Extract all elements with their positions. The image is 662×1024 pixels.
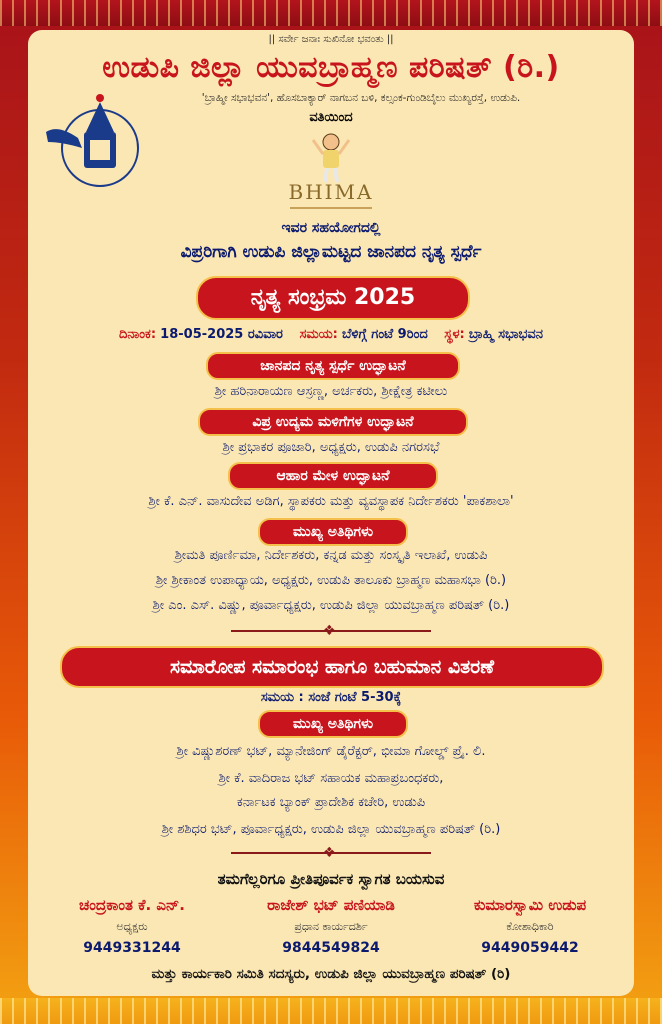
mascot-figure-icon — [311, 132, 351, 184]
blessing-line: || ಸರ್ವೇ ಜನಾಃ ಸುಖಿನೋ ಭವಂತು || — [268, 34, 394, 45]
section-title-food-fair-inauguration: ಆಹಾರ ಮೇಳ ಉದ್ಘಾಟನೆ — [228, 462, 438, 490]
organization-title: ಉಡುಪಿ ಜಿಲ್ಲಾ ಯುವಬ್ರಾಹ್ಮಣ ಪರಿಷತ್ (ರಿ.) — [102, 50, 560, 85]
closing-guest-line: ಶ್ರೀ ಶಶಿಧರ ಭಟ್, ಪೂರ್ವಾಧ್ಯಕ್ಷರು, ಉಡುಪಿ ಜಿಲ್ಲಾ ಯುವಬ್ರಾಹ್ಮಣ ಪರಿಷತ್ (ರಿ.) — [161, 822, 501, 837]
host-phone: 9449331244 — [83, 940, 181, 956]
chief-guest-line: ಶ್ರೀ ಶ್ರೀಕಾಂತ ಉಪಾಧ್ಯಾಯ, ಅಧ್ಯಕ್ಷರು, ಉಡುಪಿ ತಾಲೂಕು ಬ್ರಾಹ್ಮಣ ಮಹಾಸಭಾ (ರಿ.) — [155, 573, 507, 588]
decorative-top-border — [0, 0, 662, 26]
host-name: ಚಂದ್ರಕಾಂತ ಕೆ. ಎನ್. — [79, 896, 185, 914]
event-details-line — [28, 327, 634, 342]
section-title-chief-guests: ಮುಖ್ಯ ಅತಿಥಿಗಳು — [258, 518, 408, 546]
welcome-line: ತಮಗೆಲ್ಲರಿಗೂ ಪ್ರೀತಿಪೂರ್ವಕ ಸ್ವಾಗತ ಬಯಸುವ — [217, 870, 445, 888]
closing-time: ಸಮಯ : ಸಂಜೆ ಗಂಟೆ 5-30ಕ್ಕೆ — [260, 690, 402, 705]
by-label: ವತಿಯಿಂದ — [309, 110, 353, 125]
sponsor-logo: BHIMA — [288, 180, 374, 204]
chief-guest-line: ಶ್ರೀ ಎಂ. ಎಸ್. ವಿಷ್ಣು, ಪೂರ್ವಾಧ್ಯಕ್ಷರು, ಉಡುಪಿ ಜಿಲ್ಲಾ ಯುವಬ್ರಾಹ್ಮಣ ಪರಿಷತ್ (ರಿ.) — [152, 598, 510, 613]
closing-guest-line: ಕರ್ನಾಟಕ ಬ್ಯಾಂಕ್ ಪ್ರಾದೇಶಿಕ ಕಚೇರಿ, ಉಡುಪಿ — [236, 795, 426, 810]
host-role: ಪ್ರಧಾನ ಕಾರ್ಯದರ್ಶಿ — [294, 920, 368, 933]
closing-chief-guests-title: ಮುಖ್ಯ ಅತಿಥಿಗಳು — [258, 710, 408, 738]
place-label: ಸ್ಥಳ: — [444, 327, 465, 342]
closing-guest-line: ಶ್ರೀ ವಿಷ್ಣುಶರಣ್ ಭಟ್, ಮ್ಯಾನೇಜಿಂಗ್ ಡೈರೆಕ್ಟರ್, ಭೀಮಾ ಗೋಲ್ಡ್ ಪ್ರೈ. ಲಿ. — [176, 744, 486, 759]
host-name: ಕುಮಾರಸ್ವಾಮಿ ಉಡುಪ — [473, 896, 587, 914]
section-title-stalls-inauguration: ವಿಪ್ರ ಉದ್ಯಮ ಮಳಿಗೆಗಳ ಉದ್ಘಾಟನೆ — [198, 408, 468, 436]
date-value: 18-05-2025 ರವಿವಾರ — [160, 327, 283, 342]
sponsor-underline — [290, 207, 372, 209]
host-role: ಅಧ್ಯಕ್ಷರು — [116, 920, 148, 933]
ornamental-divider: ❖ — [231, 852, 431, 854]
event-title-banner: ನೃತ್ಯ ಸಂಭ್ರಮ 2025 — [196, 276, 470, 320]
host-phone: 9449059442 — [481, 940, 579, 956]
section-line-folk-dance: ಶ್ರೀ ಹರಿನಾರಾಯಣ ಆಸ್ರಣ್ಣ, ಅರ್ಚಕರು, ಶ್ರೀಕ್ಷೇತ್ರ ಕಟೀಲು — [214, 384, 448, 399]
section-line-food-fair: ಶ್ರೀ ಕೆ. ಎನ್. ವಾಸುದೇವ ಅಡಿಗ, ಸ್ಥಾಪಕರು ಮತ್ತು ವ್ಯವಸ್ಥಾಪಕ ನಿರ್ದೇಶಕರು 'ಪಾಕಶಾಲಾ' — [148, 494, 514, 509]
competition-title: ವಿಪ್ರರಿಗಾಗಿ ಉಡುಪಿ ಜಿಲ್ಲಾಮಟ್ಟದ ಜಾನಪದ ನೃತ್ಯ ಸ್ಪರ್ಧೆ — [180, 242, 482, 262]
host-name: ರಾಜೇಶ್ ಭಟ್ ಪಣಿಯಾಡಿ — [267, 896, 395, 914]
time-value: ಬೆಳಿಗ್ಗೆ ಗಂಟೆ 9ರಿಂದ — [342, 327, 428, 342]
host-phone: 9844549824 — [282, 940, 380, 956]
cooperation-line: ಇವರ ಸಹಯೋಗದಲ್ಲಿ — [281, 220, 381, 236]
time-label: ಸಮಯ: — [299, 327, 338, 342]
host-role: ಕೋಶಾಧಿಕಾರಿ — [506, 920, 554, 933]
footer-committee-line: ಮತ್ತು ಕಾರ್ಯಕಾರಿ ಸಮಿತಿ ಸದಸ್ಯರು, ಉಡುಪಿ ಜಿಲ್ಲಾ ಯುವಬ್ರಾಹ್ಮಣ ಪರಿಷತ್ (ರಿ) — [151, 966, 511, 982]
ornamental-divider: ❖ — [231, 630, 431, 632]
decorative-bottom-border — [0, 998, 662, 1024]
closing-guest-line: ಶ್ರೀ ಕೆ. ವಾದಿರಾಜ ಭಟ್ ಸಹಾಯಕ ಮಹಾಪ್ರಬಂಧಕರು, — [218, 771, 444, 786]
invitation-panel — [28, 30, 634, 996]
place-value: ಬ್ರಾಹ್ಮಿ ಸಭಾಭವನ — [468, 327, 543, 342]
date-label: ದಿನಾಂಕ: — [119, 327, 157, 342]
address-line: 'ಬ್ರಾಹ್ಮೀ ಸಭಾಭವನ', ಹೊಸಬಾಕ್ಯಾರ್ ನಾಗಬನ ಬಳಿ, ಕಲ್ಸಂಕ-ಗುಂಡಿಬೈಲು ಮುಖ್ಯರಸ್ತೆ, ಉಡುಪಿ. — [201, 92, 521, 104]
section-title-folk-dance-inauguration: ಜಾನಪದ ನೃತ್ಯ ಸ್ಪರ್ಧೆ ಉದ್ಘಾಟನೆ — [206, 352, 460, 380]
section-line-stalls: ಶ್ರೀ ಪ್ರಭಾಕರ ಪೂಜಾರಿ, ಅಧ್ಯಕ್ಷರು, ಉಡುಪಿ ನಗರಸಭೆ — [222, 440, 440, 455]
closing-ceremony-banner: ಸಮಾರೋಪ ಸಮಾರಂಭ ಹಾಗೂ ಬಹುಮಾನ ವಿತರಣೆ — [60, 646, 604, 688]
chief-guest-line: ಶ್ರೀಮತಿ ಪೂರ್ಣಿಮಾ, ನಿರ್ದೇಶಕರು, ಕನ್ನಡ ಮತ್ತು ಸಂಸ್ಕೃತಿ ಇಲಾಖೆ, ಉಡುಪಿ — [174, 548, 488, 563]
